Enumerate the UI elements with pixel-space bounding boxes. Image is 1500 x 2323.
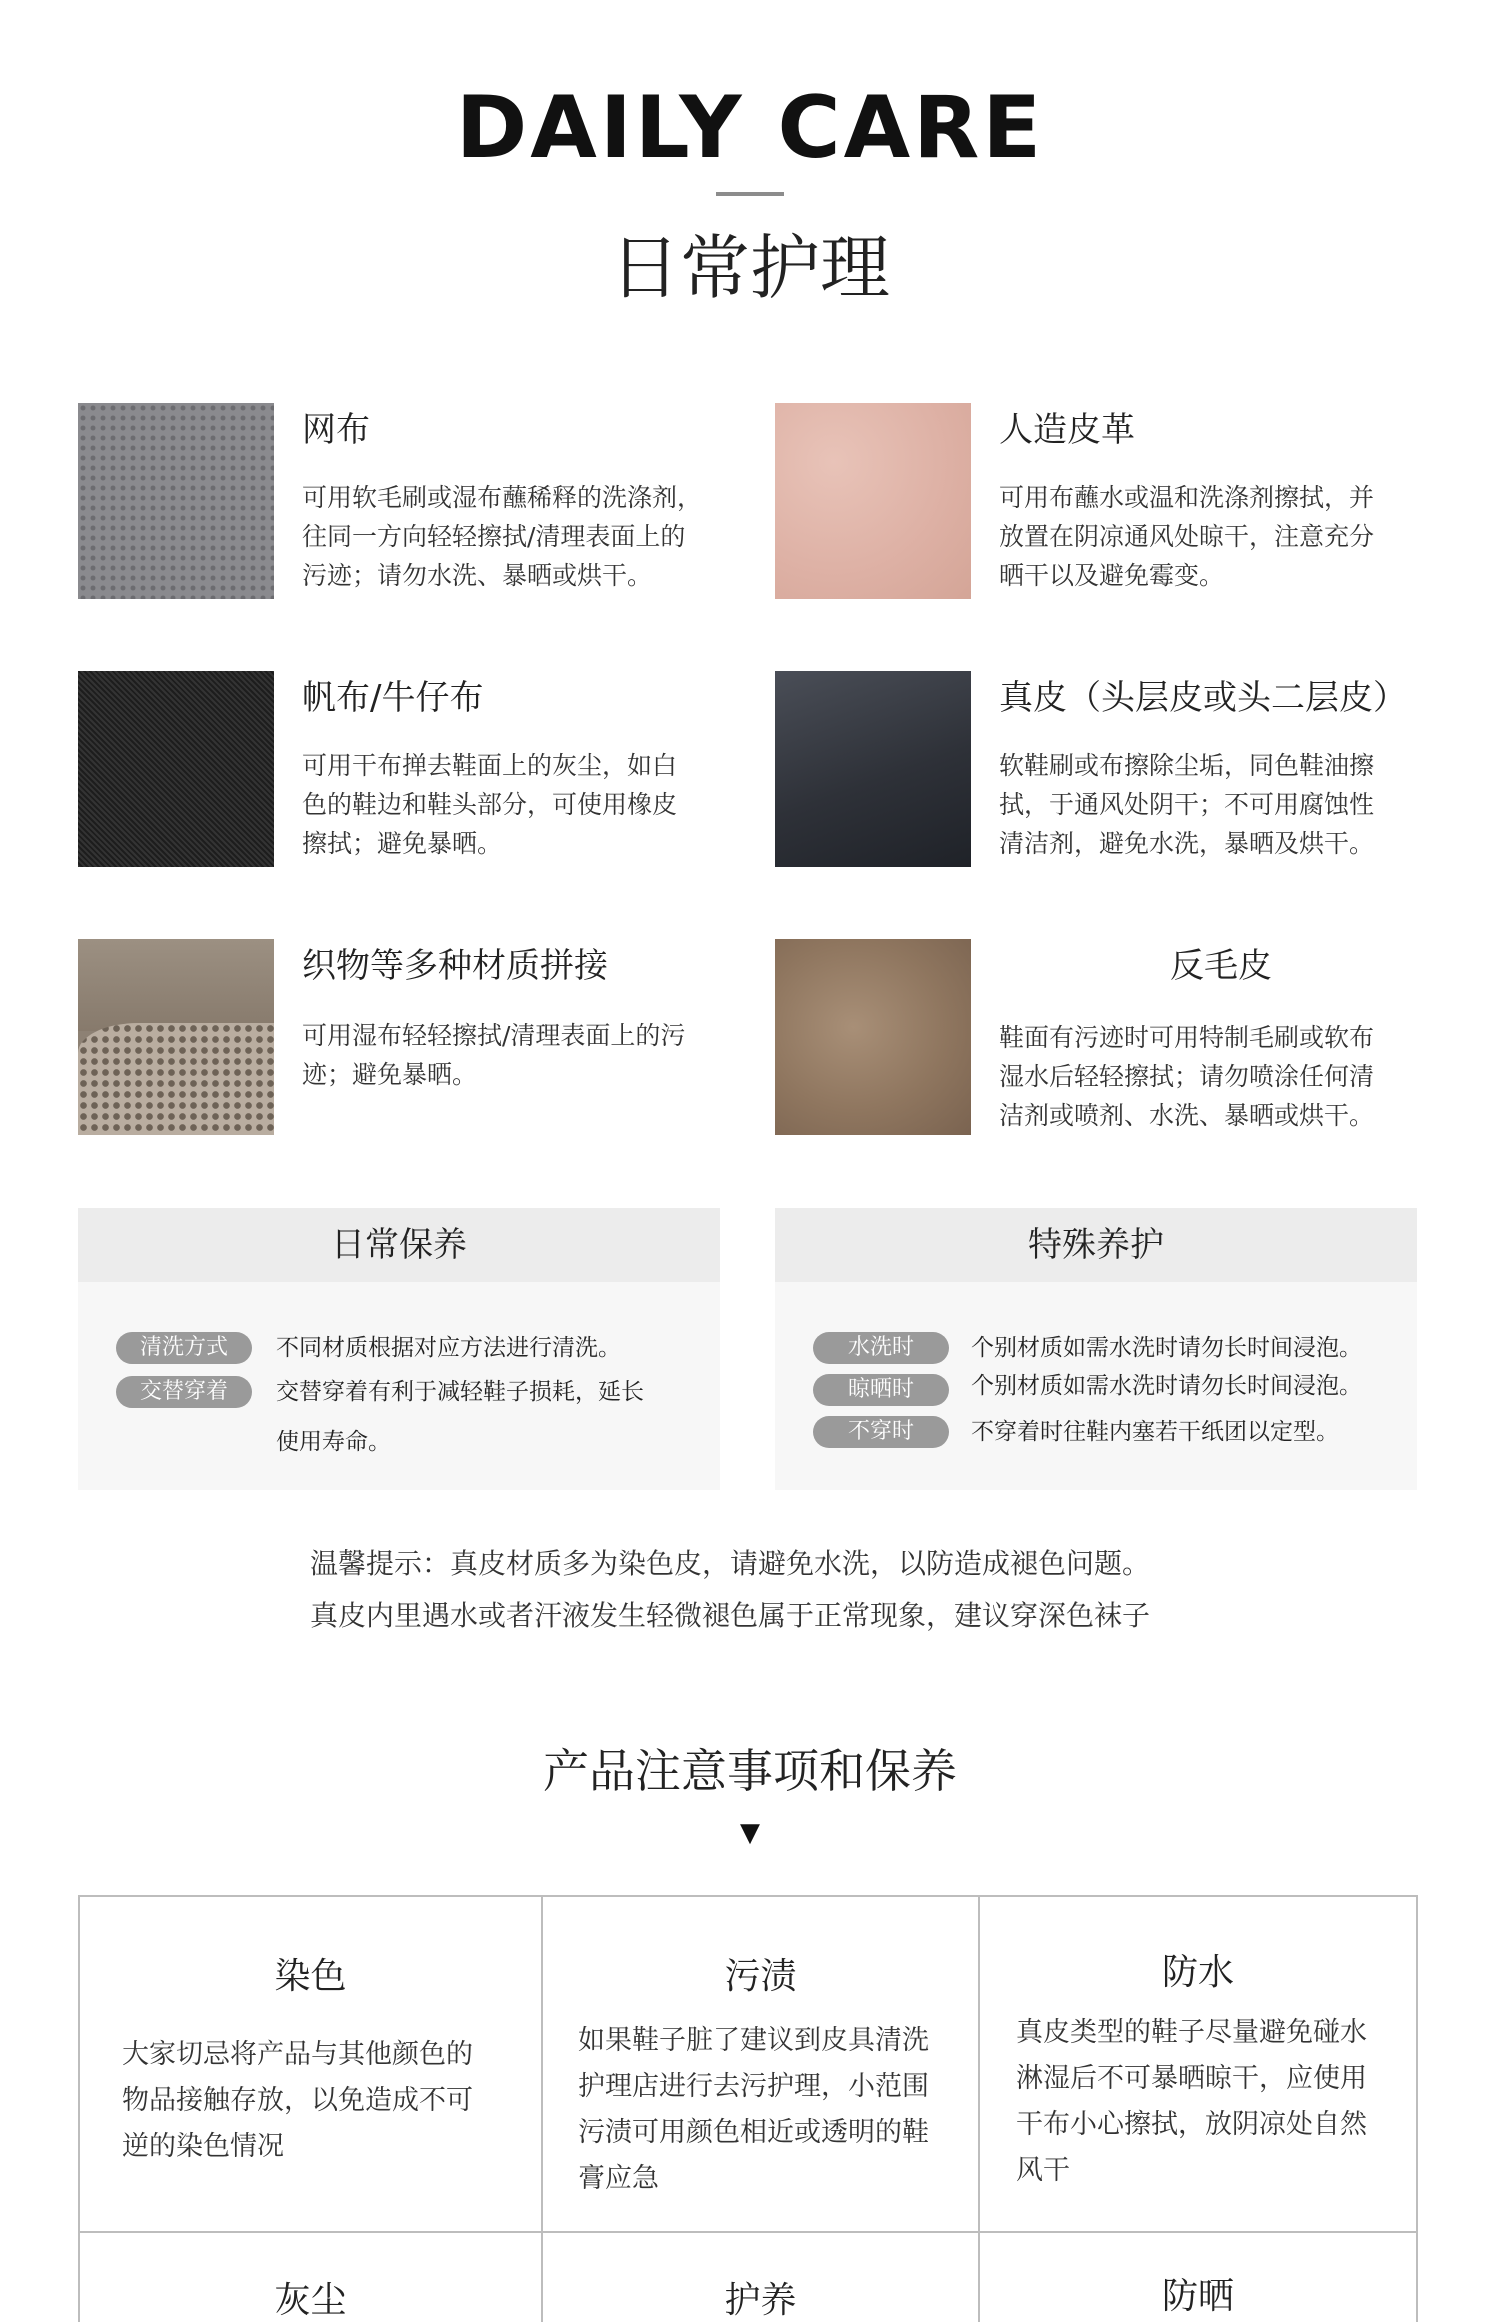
material-name: 人造皮革: [999, 410, 1135, 450]
desc-line: 湿水后轻轻擦拭；请勿喷涂任何清: [999, 1062, 1375, 1091]
desc-line: 擦拭；避免暴晒。: [302, 829, 503, 858]
desc-line: 软鞋刷或布擦除尘垢，同色鞋油擦: [999, 751, 1375, 780]
page-title-cn: 日常护理: [610, 227, 890, 309]
daily-care-title: 日常保养: [78, 1208, 720, 1282]
desc-line: 放置在阴凉通风处晾干，注意充分: [999, 522, 1375, 551]
fabric-mesh: [78, 1023, 274, 1135]
notes-section-title: 产品注意事项和保养: [543, 1744, 957, 1798]
material-name: 帆布/牛仔布: [302, 678, 484, 718]
desc-line: 可用布蘸水或温和洗涤剂擦拭，并: [999, 483, 1375, 512]
material-desc: [302, 746, 677, 863]
cell-line: 真皮类型的鞋子尽量避免碰水: [1016, 2017, 1367, 2048]
down-arrow-icon: ▼: [740, 1818, 760, 1848]
material-desc: [302, 1016, 685, 1094]
desc-line: 可用湿布轻轻擦拭/清理表面上的污: [302, 1021, 686, 1050]
tip-line: 温馨提示：真皮材质多为染色皮，请避免水洗，以防造成褪色问题。: [310, 1547, 1151, 1580]
pink-leather-swatch-image: [775, 403, 971, 599]
desc-line: 迹；避免暴晒。: [302, 1060, 478, 1089]
special-care-title: 特殊养护: [775, 1208, 1417, 1282]
cell-line: 干布小心擦拭，放阴凉处自然: [1016, 2109, 1367, 2140]
desc-line: 清洁剂，避免水洗，暴晒及烘干。: [999, 829, 1375, 858]
cell-line: 膏应急: [578, 2163, 659, 2194]
cell-title-sunproof: 防晒: [1161, 2276, 1234, 2317]
care-text: 不同材质根据对应方法进行清洗。: [276, 1335, 621, 1361]
mesh-swatch-image: [78, 403, 274, 599]
cell-line: 逆的染色情况: [122, 2131, 284, 2162]
grid-line-right: [1416, 1895, 1418, 2322]
cell-body-dyeing: [122, 2032, 532, 2170]
desc-line: 色的鞋边和鞋头部分，可使用橡皮: [302, 790, 678, 819]
cell-line: 如果鞋子脏了建议到皮具清洗: [578, 2025, 929, 2056]
material-desc: [999, 746, 1374, 863]
care-text: 个别材质如需水洗时请勿长时间浸泡。: [971, 1373, 1362, 1399]
cell-line: 风干: [1016, 2155, 1070, 2186]
care-tag: 水洗时: [813, 1332, 949, 1364]
care-text: 使用寿命。: [276, 1429, 391, 1455]
mixed-fabric-swatch-image: [78, 939, 274, 1135]
care-tag: 交替穿着: [116, 1376, 252, 1408]
material-name: 织物等多种材质拼接: [302, 946, 608, 986]
desc-line: 洁剂或喷剂、水洗、暴晒或烘干。: [999, 1101, 1375, 1130]
cell-line: 大家切忌将产品与其他颜色的: [122, 2039, 473, 2070]
desc-line: 往同一方向轻轻擦拭/清理表面上的: [302, 522, 686, 551]
desc-line: 可用干布掸去鞋面上的灰尘，如白: [302, 751, 678, 780]
desc-line: 可用软毛刷或湿布蘸稀释的洗涤剂，: [302, 483, 703, 512]
title-divider: [716, 192, 784, 196]
cell-title-dyeing: 染色: [274, 1956, 347, 1997]
care-text: 不穿着时往鞋内塞若干纸团以定型。: [971, 1419, 1339, 1445]
grid-line-top: [78, 1895, 1418, 1897]
suede-swatch-image: [775, 939, 971, 1135]
desc-line: 鞋面有污迹时可用特制毛刷或软布: [999, 1023, 1375, 1052]
desc-line: 污迹；请勿水洗、暴晒或烘干。: [302, 561, 653, 590]
care-tag: 清洗方式: [116, 1332, 252, 1364]
cell-line: 污渍可用颜色相近或透明的鞋: [578, 2117, 929, 2148]
material-name: 反毛皮: [1170, 946, 1272, 986]
genuine-leather-swatch-image: [775, 671, 971, 867]
cell-title-care: 护养: [724, 2280, 797, 2321]
cell-body-waterproof: [1016, 2010, 1406, 2194]
desc-line: 拭，于通风处阴干；不可用腐蚀性: [999, 790, 1375, 819]
cell-line: 物品接触存放，以免造成不可: [122, 2085, 473, 2116]
cell-body-stains: [578, 2018, 968, 2202]
cell-title-waterproof: 防水: [1161, 1952, 1234, 1993]
special-care-panel: [775, 1208, 1417, 1490]
daily-care-panel: [78, 1208, 720, 1490]
cell-title-stains: 污渍: [724, 1956, 797, 1997]
material-desc: [999, 1018, 1374, 1135]
care-tag: 晾晒时: [813, 1374, 949, 1406]
material-name: 网布: [302, 410, 370, 450]
fabric-upper: [78, 939, 274, 1031]
material-desc: [999, 478, 1374, 595]
canvas-swatch-image: [78, 671, 274, 867]
tip-line: 真皮内里遇水或者汗液发生轻微褪色属于正常现象，建议穿深色袜子: [310, 1599, 1151, 1632]
care-text: 交替穿着有利于减轻鞋子损耗，延长: [276, 1379, 644, 1405]
grid-line-middle: [78, 2231, 1418, 2233]
care-text: 个别材质如需水洗时请勿长时间浸泡。: [971, 1335, 1362, 1361]
material-desc: [302, 478, 702, 595]
page-title-en: DAILY CARE: [455, 78, 1045, 178]
cell-line: 淋湿后不可暴晒晾干，应使用: [1016, 2063, 1367, 2094]
material-name: 真皮（头层皮或头二层皮）: [999, 678, 1407, 718]
care-tag: 不穿时: [813, 1416, 949, 1448]
cell-line: 护理店进行去污护理，小范围: [578, 2071, 929, 2102]
cell-title-dust: 灰尘: [274, 2280, 347, 2321]
desc-line: 晒干以及避免霉变。: [999, 561, 1225, 590]
